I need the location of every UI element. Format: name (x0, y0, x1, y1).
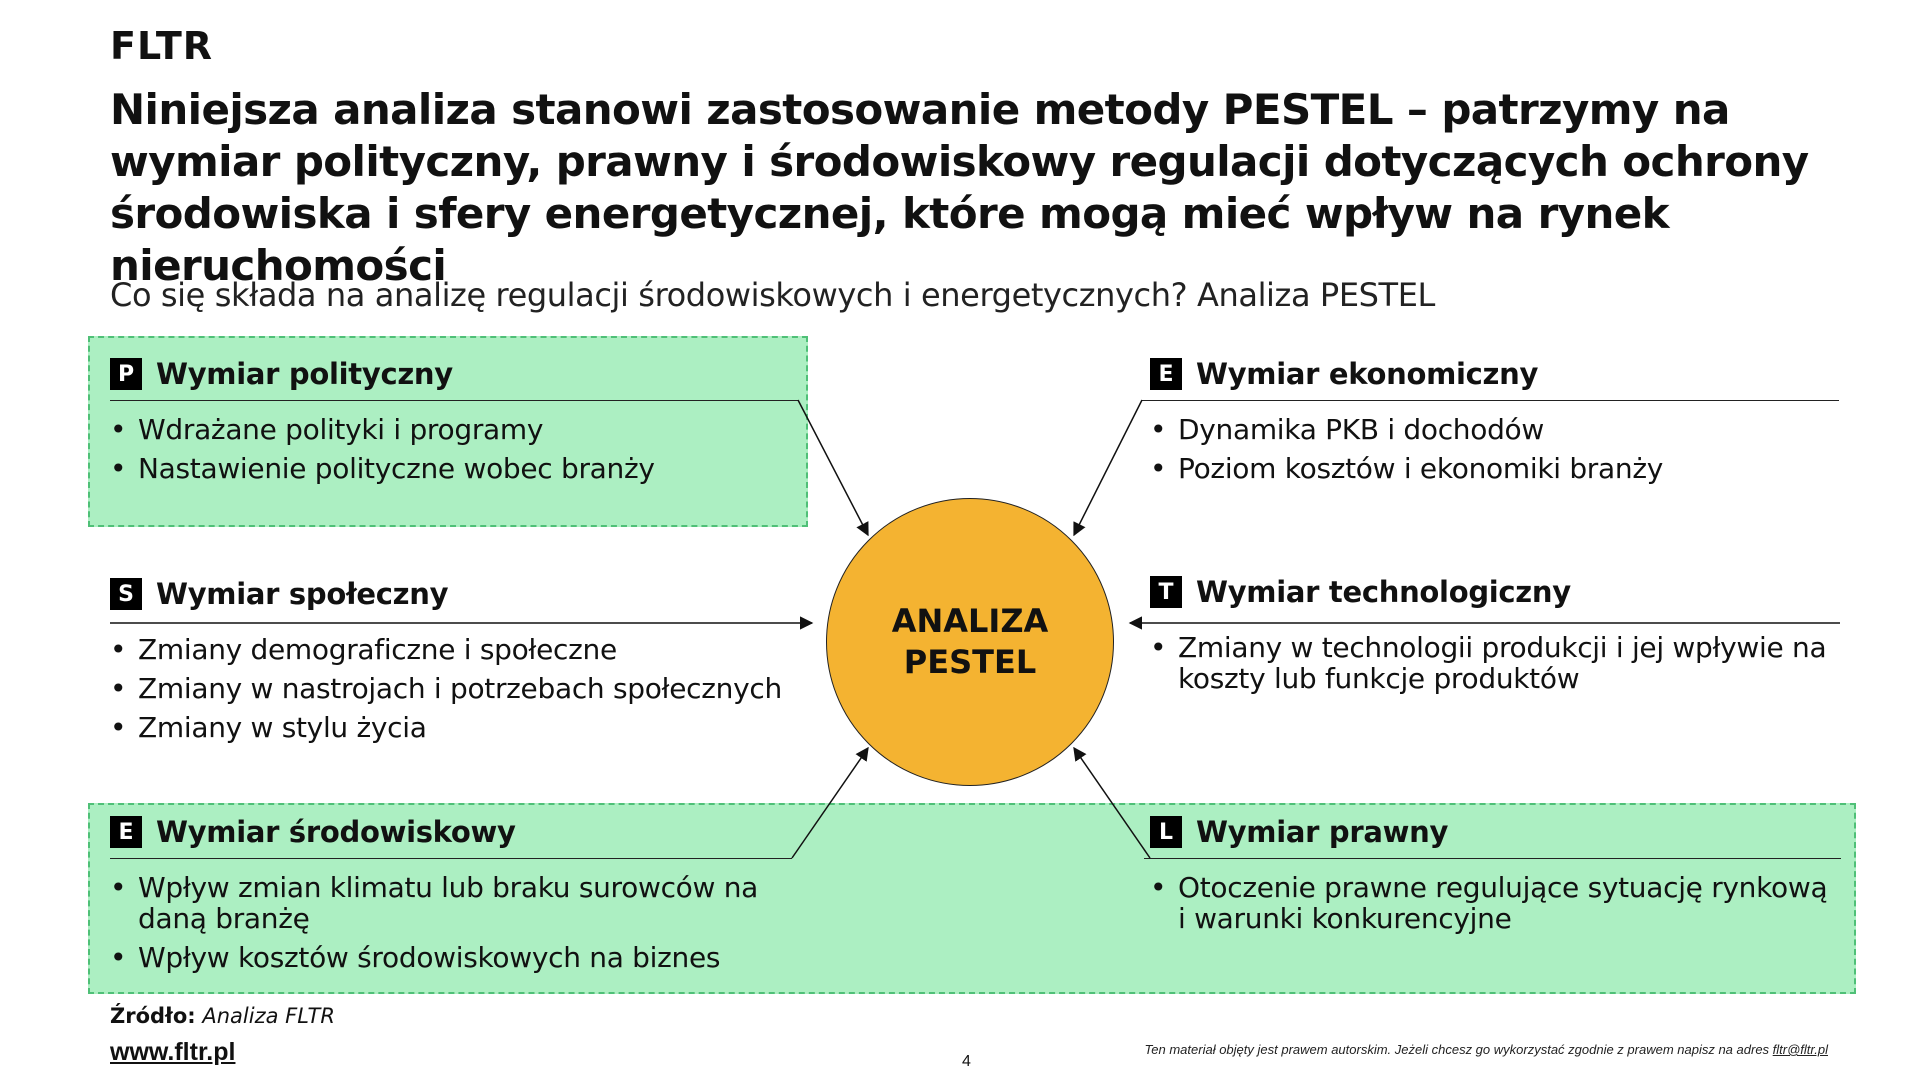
center-label-line2: PESTEL (903, 643, 1037, 681)
letter-badge-e: E (1150, 358, 1182, 390)
website-link[interactable]: www.fltr.pl (110, 1038, 236, 1066)
copyright-text: Ten materiał objęty jest prawem autorskim. Jeżeli chcesz go wykorzystać zgodnie z prawem napisz na adres (1144, 1042, 1773, 1057)
section-title: Wymiar społeczny (156, 577, 449, 611)
copyright-notice (1145, 1042, 1828, 1057)
letter-badge-t: T (1150, 576, 1182, 608)
arrow-environmental (792, 748, 868, 858)
center-circle-pestel (826, 498, 1114, 786)
arrow-legal (1074, 748, 1150, 858)
list-item: • Dynamika PKB i dochodów (1150, 414, 1830, 445)
letter-badge-e-env: E (110, 816, 142, 848)
section-title: Wymiar technologiczny (1196, 575, 1571, 609)
letter-badge-l: L (1150, 816, 1182, 848)
page-headline: Niniejsza analiza stanowi zastosowanie metody PESTEL – patrzymy na wymiar polityczny, prawny i środowiskowy regulacji dotyczących ochrony środowiska i sfery energetycznej, które mogą mieć wpływ na rynek nieruchomości (110, 85, 1809, 290)
arrow-economic (1074, 400, 1142, 535)
page-number: 4 (962, 1053, 971, 1070)
arrow-political (798, 400, 868, 535)
source-note (110, 1004, 335, 1028)
list-item: • Zmiany w stylu życia (110, 712, 810, 743)
copyright-email-link[interactable]: fltr@fltr.pl (1772, 1042, 1828, 1057)
section-title: Wymiar polityczny (156, 357, 453, 391)
brand-logo-text: FLTR (110, 24, 214, 68)
source-label: Źródło: (110, 1004, 196, 1028)
section-title: Wymiar prawny (1196, 815, 1449, 849)
source-value: Analiza FLTR (202, 1004, 335, 1028)
list-item: • Otoczenie prawne regulujące sytuację rynkową i warunki konkurencyjne (1150, 872, 1830, 934)
list-item: • Zmiany w nastrojach i potrzebach społecznych (110, 673, 810, 704)
list-item: • Zmiany demograficzne i społeczne (110, 634, 810, 665)
list-item: • Zmiany w technologii produkcji i jej wpływie na koszty lub funkcje produktów (1150, 632, 1830, 694)
list-item: • Wdrażane polityki i programy (110, 414, 770, 445)
list-item: • Nastawienie polityczne wobec branży (110, 453, 770, 484)
list-item: • Wpływ zmian klimatu lub braku surowców na daną branżę (110, 872, 770, 934)
letter-badge-p: P (110, 358, 142, 390)
list-item: • Poziom kosztów i ekonomiki branży (1150, 453, 1830, 484)
letter-badge-s: S (110, 578, 142, 610)
section-title: Wymiar środowiskowy (156, 815, 516, 849)
section-title: Wymiar ekonomiczny (1196, 357, 1539, 391)
center-label-line1: ANALIZA (891, 602, 1049, 640)
page-subtitle: Co się składa na analizę regulacji środowiskowych i energetycznych? Analiza PESTEL (110, 276, 1435, 314)
list-item: • Wpływ kosztów środowiskowych na biznes (110, 942, 770, 973)
